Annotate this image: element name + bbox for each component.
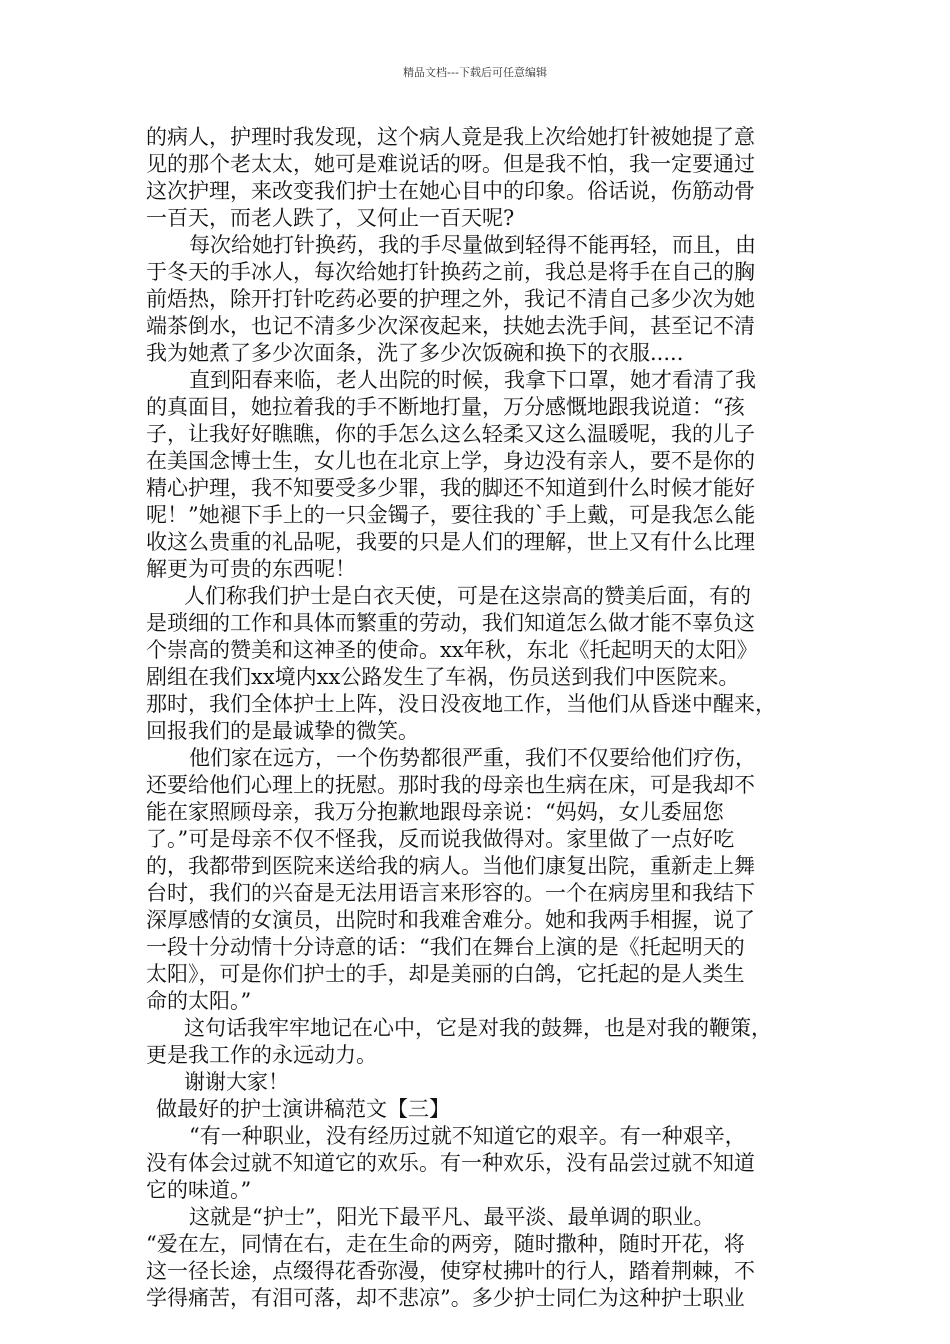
text-line: 回报我们的是最诚挚的微笑。 (146, 719, 419, 743)
text-line: 每次给她打针换药，我的手尽量做到轻得不能再轻，而且，由 (189, 233, 756, 257)
text-line: 了。”可是母亲不仅不怪我，反而说我做得对。家里做了一点好吃 (146, 827, 735, 851)
text-line: 是琐细的工作和具体而繁重的劳动，我们知道怎么做才能不辜负这 (146, 611, 755, 635)
text-line: 他们家在远方，一个伤势都很严重，我们不仅要给他们疗伤， (189, 746, 756, 770)
text-line: 子，让我好好瞧瞧，你的手怎么这么轻柔又这么温暖呢，我的儿子 (146, 422, 755, 446)
text-line: 太阳》，可是你们护士的手，却是美丽的白鸽，它托起的是人类生 (146, 962, 745, 986)
section-heading: 做最好的护士演讲稿范文【三】 (156, 1097, 450, 1121)
text-line: 见的那个老太太，她可是难说话的呀。但是我不怕，我一定要通过 (146, 152, 755, 176)
text-line: 的，我都带到医院来送给我的病人。当他们康复出院，重新走上舞 (146, 854, 755, 878)
text-line: “爱在左，同情在右，走在生命的两旁，随时撒种，随时开花，将 (146, 1232, 745, 1256)
text-line: 谢谢大家！ (184, 1070, 289, 1094)
text-line: “有一种职业，没有经历过就不知道它的艰辛。有一种艰辛， (189, 1124, 746, 1148)
text-line: 这句话我牢牢地记在心中，它是对我的鼓舞，也是对我的鞭策， (184, 1016, 772, 1040)
text-line: 的病人，护理时我发现，这个病人竟是我上次给她打针被她提了意 (146, 125, 755, 149)
text-line: 没有体会过就不知道它的欢乐。有一种欢乐，没有品尝过就不知道 (146, 1151, 755, 1175)
text-line: 一百天，而老人跌了，又何止一百天呢? (146, 206, 515, 230)
document-body (146, 124, 822, 1312)
text-line: 更是我工作的永远动力。 (146, 1043, 377, 1067)
text-line: 能在家照顾母亲，我万分抱歉地跟母亲说：“妈妈，女儿委屈您 (146, 800, 724, 824)
text-line: 精心护理，我不知要受多少罪，我的脚还不知道到什么时候才能好 (146, 476, 755, 500)
text-line: 还要给他们心理上的抚慰。那时我的母亲也生病在床，可是我却不 (146, 773, 755, 797)
text-line: 学得痛苦，有泪可落，却不悲凉”。多少护士同仁为这种护士职业 (146, 1286, 745, 1310)
text-line: 命的太阳。” (146, 989, 252, 1013)
page-header: 精品文档---下载后可任意编辑 (403, 66, 547, 79)
text-line: 一段十分动情十分诗意的话：“我们在舞台上演的是《托起明天的 (146, 935, 745, 959)
text-line: 这次护理，来改变我们护士在她心目中的印象。俗话说，伤筋动骨 (146, 179, 755, 203)
text-line: 它的味道。” (146, 1178, 252, 1202)
text-line: 这一径长途，点缀得花香弥漫，使穿杖拂叶的行人，踏着荆棘，不 (146, 1259, 755, 1283)
text-line: 的真面目，她拉着我的手不断地打量，万分感慨地跟我说道：“孩 (146, 395, 745, 419)
text-line: 解更为可贵的东西呢！ (146, 557, 356, 581)
text-line: 直到阳春来临，老人出院的时候，我拿下口罩，她才看清了我 (189, 368, 756, 392)
text-line: 那时，我们全体护士上阵，没日没夜地工作，当他们从昏迷中醒来， (146, 692, 776, 716)
text-line: 在美国念博士生，女儿也在北京上学，身边没有亲人，要不是你的 (146, 449, 755, 473)
text-line: 剧组在我们xx境内xx公路发生了车祸，伤员送到我们中医院来。 (146, 665, 740, 689)
text-line: 端茶倒水，也记不清多少次深夜起来，扶她去洗手间，甚至记不清 (146, 314, 755, 338)
text-line: 深厚感情的女演员，出院时和我难舍难分。她和我两手相握，说了 (146, 908, 755, 932)
text-line: 我为她煮了多少次面条，洗了多少次饭碗和换下的衣服..... (146, 341, 684, 365)
text-line: 于冬天的手冰人，每次给她打针换药之前，我总是将手在自己的胸 (146, 260, 755, 284)
text-line: 台时，我们的兴奋是无法用语言来形容的。一个在病房里和我结下 (146, 881, 755, 905)
text-line: 个崇高的赞美和这神圣的使命。xx年秋，东北《托起明天的太阳》 (146, 638, 758, 662)
text-line: 人们称我们护士是白衣天使，可是在这崇高的赞美后面，有的 (184, 584, 751, 608)
text-line: 呢！”她褪下手上的一只金镯子，要往我的`手上戴，可是我怎么能 (146, 503, 756, 527)
text-line: 前焐热，除开打针吃药必要的护理之外，我记不清自己多少次为她 (146, 287, 755, 311)
text-line: 这就是“护士”，阳光下最平凡、最平淡、最单调的职业。 (189, 1205, 715, 1229)
text-line: 收这么贵重的礼品呢，我要的只是人们的理解，世上又有什么比理 (146, 530, 755, 554)
